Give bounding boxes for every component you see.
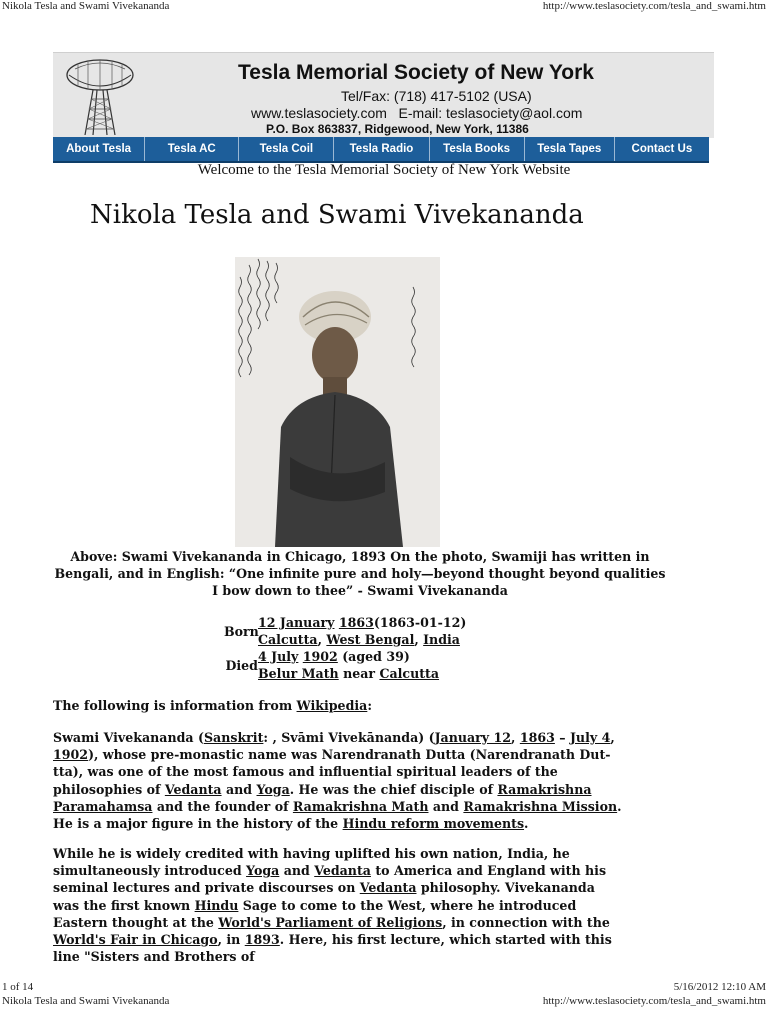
text: and <box>279 863 315 879</box>
text: and the founder of <box>152 798 293 814</box>
text: Swami Vivekananda ( <box>53 730 204 745</box>
text: : , Svāmi Vivekānanda) ( <box>263 730 435 745</box>
ramakrishna-math-link[interactable]: Ramakrishna Math <box>292 798 429 814</box>
nav-tesla-ac[interactable]: Tesla AC <box>145 137 239 161</box>
vedanta-link-3[interactable]: Vedanta <box>359 880 417 896</box>
born-date-link[interactable]: 12 January <box>258 615 335 630</box>
hindu-reform-movements-link[interactable]: Hindu reform movements <box>342 816 525 832</box>
text: . He was the chief disciple of <box>289 781 498 797</box>
text: , in <box>217 932 245 948</box>
caption-line-1: Above: Swami Vivekananda in Chicago, 1893 On the photo, Swamiji has written in <box>70 549 650 564</box>
nav-about-tesla[interactable]: About Tesla <box>53 137 145 161</box>
paragraph-1 <box>53 729 623 832</box>
banner-address: P.O. Box 863837, Ridgewood, New York, 11386 <box>266 122 529 136</box>
born-iso: (1863-01-12) <box>373 615 467 630</box>
print-header-url: http://www.teslasociety.com/tesla_and_swami.htm <box>542 0 766 12</box>
vedanta-link-2[interactable]: Vedanta <box>314 863 371 879</box>
intro-line: The following is information from Wikipedia: <box>53 698 372 713</box>
page-title: Nikola Tesla and Swami Vivekananda <box>90 200 584 230</box>
ramakrishna-mission-link[interactable]: Ramakrishna Mission <box>463 798 618 814</box>
site-banner <box>53 52 714 138</box>
banner-web-email: www.teslasociety.com E-mail: teslasociety@aol.com <box>251 105 583 121</box>
text: While he is widely credited with having uplifted his own nation, India, he simultaneously introduced <box>53 846 570 879</box>
died-date-link[interactable]: 4 July <box>258 649 299 664</box>
page-count: 1 of 14 <box>2 981 34 993</box>
born-label: Born <box>224 623 259 639</box>
calcutta-link-2[interactable]: Calcutta <box>379 666 440 681</box>
wikipedia-link[interactable]: Wikipedia <box>296 698 368 713</box>
hindu-link[interactable]: Hindu <box>194 897 239 913</box>
died-age: (aged 39) <box>342 649 410 664</box>
text: and <box>428 798 464 814</box>
text: , <box>610 730 615 745</box>
died-label: Died <box>225 657 258 673</box>
calcutta-link[interactable]: Calcutta <box>258 632 318 647</box>
print-footer-url: http://www.teslasociety.com/tesla_and_swami.htm <box>542 995 766 1007</box>
text: and <box>221 781 257 797</box>
year-1863-link[interactable]: 1863 <box>519 730 555 745</box>
worlds-parliament-link[interactable]: World's Parliament of Religions <box>218 914 443 930</box>
july-4-link[interactable]: July 4 <box>569 730 611 745</box>
vivekananda-photo <box>235 257 440 547</box>
banner-phone: Tel/Fax: (718) 417-5102 (USA) <box>341 88 532 104</box>
born-row: Born 12 January 1863(1863-01-12) Calcutta, West Bengal, India <box>224 615 467 647</box>
paragraph-2 <box>53 845 623 965</box>
india-link[interactable]: India <box>423 632 460 647</box>
text: . <box>524 816 529 832</box>
text: . Here, his first lecture, which started with this line "Sisters and Brothers of <box>53 932 612 965</box>
west-bengal-link[interactable]: West Bengal <box>326 632 415 647</box>
january-12-link[interactable]: January 12 <box>434 730 512 745</box>
caption-line-2: Bengali, and in English: “One infinite pure and holy—beyond thought beyond qualities <box>54 566 666 581</box>
died-year-link[interactable]: 1902 <box>302 649 338 664</box>
main-nav <box>53 137 709 163</box>
yoga-link-2[interactable]: Yoga <box>246 863 280 879</box>
banner-title: Tesla Memorial Society of New York <box>238 61 594 84</box>
print-datetime: 5/16/2012 12:10 AM <box>673 981 766 993</box>
nav-contact-us[interactable]: Contact Us <box>631 143 693 155</box>
photo-caption <box>50 548 670 599</box>
year-1893-link[interactable]: 1893 <box>244 932 280 948</box>
text: ), whose pre-monastic name was Narendranath Dutta (Narendranath Dut-tta), was one of the most famous and influential spiritual leaders of the philosophies of <box>53 747 611 797</box>
facts-table <box>224 614 466 682</box>
text: . He is a major figure in the history of the <box>53 798 622 832</box>
print-footer-title: Nikola Tesla and Swami Vivekananda <box>2 995 170 1007</box>
text: , <box>511 730 520 745</box>
born-year-link[interactable]: 1863 <box>338 615 374 630</box>
vedanta-link[interactable]: Vedanta <box>164 781 222 797</box>
caption-line-3: I bow down to thee” - Swami Vivekananda <box>212 583 508 598</box>
tesla-tower-icon <box>63 57 137 135</box>
died-row <box>224 648 466 682</box>
nav-tesla-radio[interactable]: Tesla Radio <box>334 137 429 161</box>
nav-tesla-coil[interactable]: Tesla Coil <box>239 137 334 161</box>
belur-math-link[interactable]: Belur Math <box>258 666 339 681</box>
sanskrit-link[interactable]: Sanskrit <box>203 730 264 745</box>
year-1902-link[interactable]: 1902 <box>53 747 89 763</box>
text: , in connection with the <box>442 914 610 930</box>
died-near: near <box>343 666 376 681</box>
text: – <box>554 730 570 745</box>
portrait-image <box>235 257 440 547</box>
text: philosophy. Vivekananda was the first known <box>53 880 595 913</box>
worlds-fair-link[interactable]: World's Fair in Chicago <box>53 932 218 948</box>
intro-text: The following is information from <box>53 698 293 713</box>
print-header-title: Nikola Tesla and Swami Vivekananda <box>2 0 170 12</box>
text: to America and England with his seminal lectures and private discourses on <box>53 863 607 896</box>
text: Sage to come to the West, where he introduced Eastern thought at the <box>53 897 577 930</box>
yoga-link[interactable]: Yoga <box>256 781 290 797</box>
nav-tesla-books[interactable]: Tesla Books <box>430 137 525 161</box>
welcome-text: Welcome to the Tesla Memorial Society of New York Website <box>197 162 571 178</box>
nav-tesla-tapes[interactable]: Tesla Tapes <box>525 137 615 161</box>
ramakrishna-paramahamsa-link[interactable]: Ramakrishna Paramahamsa <box>53 781 592 814</box>
